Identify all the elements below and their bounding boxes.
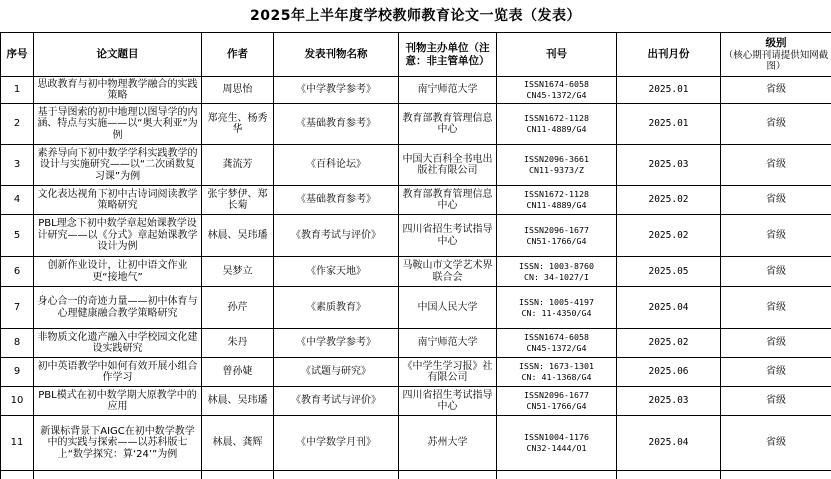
cell-paper-title: 基于导图索的初中地理以图导学的内涵、特点与实施——以“奥大利亚”为例 xyxy=(34,104,202,145)
cell-date: 2025.03 xyxy=(617,387,721,416)
cell-publisher: 南宁师范大学 xyxy=(399,329,497,358)
cell-paper-title: PBL模式在初中数学期大原教学中的应用 xyxy=(34,387,202,416)
cell-publisher: 《中学生学习报》社有限公司 xyxy=(399,358,497,387)
cell-journal: 《作家天地》 xyxy=(274,257,399,287)
cell-paper-title: PBL理念下初中数学章起始课教学设计研究——以《分式》章起始课教学设计为例 xyxy=(34,215,202,257)
cell-journal: 《基础教育参考》 xyxy=(274,104,399,145)
cell-author: 林晨、龚辉 xyxy=(202,416,274,471)
header-no: 序号 xyxy=(1,33,34,77)
header-paper-title: 论文题目 xyxy=(34,33,202,77)
cell-journal: 《教育考试与评价》 xyxy=(274,215,399,257)
cell-author: 吴梦立 xyxy=(202,257,274,287)
cell-publisher: 四川省招生考试指导中心 xyxy=(399,387,497,416)
issn-number: ISSN2096-3661 xyxy=(524,154,589,164)
table-row xyxy=(1,329,831,358)
header-row xyxy=(1,33,831,77)
table-row xyxy=(1,145,831,186)
cell-paper-title: 素养导向下初中数学学科实践教学的设计与实施研究——以“二次函数复习课”为例 xyxy=(34,145,202,186)
cell-author: 曾孙婕 xyxy=(202,358,274,387)
table-row-partial xyxy=(1,471,831,479)
cell-issn xyxy=(497,145,617,186)
cell-paper-title: 非物质文化遗产融入中学校园文化建设实践研究 xyxy=(34,329,202,358)
cell-no: 1 xyxy=(1,77,34,104)
cell-date: 2025.02 xyxy=(617,186,721,215)
cell-no: 5 xyxy=(1,215,34,257)
header-journal: 发表刊物名称 xyxy=(274,33,399,77)
cell-empty xyxy=(202,471,274,479)
header-level-note: （核心期刊请提供知网截图） xyxy=(723,50,829,72)
cell-level: 省级 xyxy=(721,416,831,471)
cell-level: 省级 xyxy=(721,257,831,287)
issn-number: ISSN2096-1677 xyxy=(524,390,589,400)
header-date: 出刊月份 xyxy=(617,33,721,77)
cell-publisher: 马鞍山市文学艺术界联合会 xyxy=(399,257,497,287)
cell-no: 2 xyxy=(1,104,34,145)
issn-number: ISSN1674-6058 xyxy=(524,79,589,89)
cn-number: CN32-1444/O1 xyxy=(526,443,587,453)
cell-author: 周思怡 xyxy=(202,77,274,104)
issn-number: ISSN: 1673-1301 xyxy=(519,361,594,371)
cell-date: 2025.01 xyxy=(617,104,721,145)
cell-empty xyxy=(34,471,202,479)
header-issn: 刊号 xyxy=(497,33,617,77)
sheet-title: 2025年上半年度学校教师教育论文一览表（发表） xyxy=(250,8,581,24)
table-row xyxy=(1,104,831,145)
cell-journal: 《中学数学月刊》 xyxy=(274,416,399,471)
cell-no: 9 xyxy=(1,358,34,387)
cn-number: CN45-1372/G4 xyxy=(526,343,587,353)
cell-author: 张宇梦伊、郑长菊 xyxy=(202,186,274,215)
cell-date: 2025.02 xyxy=(617,329,721,358)
cell-author: 龚流芳 xyxy=(202,145,274,186)
cell-date: 2025.04 xyxy=(617,416,721,471)
cell-issn xyxy=(497,329,617,358)
cn-number: CN: 41-1368/G4 xyxy=(521,372,592,382)
cell-author: 林晨、吴玮璠 xyxy=(202,215,274,257)
cell-author: 林晨、吴玮璠 xyxy=(202,387,274,416)
cell-author: 朱丹 xyxy=(202,329,274,358)
cn-number: CN11-4889/G4 xyxy=(526,124,587,134)
issn-number: ISSN: 1005-4197 xyxy=(519,296,594,307)
cell-publisher: 苏州大学 xyxy=(399,416,497,471)
table-row xyxy=(1,257,831,287)
header-level-label: 级别 xyxy=(765,37,787,49)
cell-journal: 《百科论坛》 xyxy=(274,145,399,186)
table-row xyxy=(1,186,831,215)
paper-table xyxy=(0,32,831,479)
cell-level: 省级 xyxy=(721,358,831,387)
cell-date: 2025.04 xyxy=(617,287,721,329)
cn-number: CN51-1766/G4 xyxy=(526,401,587,411)
cell-no: 7 xyxy=(1,287,34,329)
cell-no: 11 xyxy=(1,416,34,471)
cell-empty xyxy=(1,471,34,479)
issn-number: ISSN1672-1128 xyxy=(524,189,589,199)
cell-journal: 《试题与研究》 xyxy=(274,358,399,387)
cell-journal: 《中学教学参考》 xyxy=(274,77,399,104)
cn-number: CN11-9373/Z xyxy=(529,165,584,175)
cell-no: 8 xyxy=(1,329,34,358)
cell-journal: 《中学教学参考》 xyxy=(274,329,399,358)
cell-level: 省级 xyxy=(721,104,831,145)
cn-number: CN11-4889/G4 xyxy=(526,200,587,210)
cell-date: 2025.01 xyxy=(617,77,721,104)
cell-empty xyxy=(617,471,721,479)
cell-empty xyxy=(721,471,831,479)
table-row xyxy=(1,358,831,387)
cell-date: 2025.02 xyxy=(617,215,721,257)
cell-level: 省级 xyxy=(721,77,831,104)
issn-number: ISSN: 1003-8760 xyxy=(519,260,594,271)
table-row xyxy=(1,387,831,416)
cell-issn xyxy=(497,186,617,215)
table-row xyxy=(1,77,831,104)
cell-level: 省级 xyxy=(721,387,831,416)
cell-issn xyxy=(497,257,617,287)
cell-empty xyxy=(497,471,617,479)
cell-empty xyxy=(399,471,497,479)
cell-no: 4 xyxy=(1,186,34,215)
cell-publisher: 教育部教育管理信息中心 xyxy=(399,104,497,145)
header-publisher: 刊物主办单位（注意：非主管单位） xyxy=(399,33,497,77)
cn-number: CN: 11-4350/G4 xyxy=(521,307,592,318)
paper-table-sheet xyxy=(0,32,831,479)
issn-number: ISSN2096-1677 xyxy=(524,224,589,235)
issn-number: ISSN1004-1176 xyxy=(524,432,589,442)
issn-number: ISSN1672-1128 xyxy=(524,113,589,123)
cell-author: 郑亮生、杨秀华 xyxy=(202,104,274,145)
cell-paper-title: 新课标背景下AIGC在初中数学教学中的实践与探索——以苏科版七上“数学探究：算‘24’”为例 xyxy=(34,416,202,471)
cell-paper-title: 初中英语教学中如何有效开展小组合作学习 xyxy=(34,358,202,387)
cell-issn xyxy=(497,358,617,387)
cell-issn xyxy=(497,287,617,329)
cell-date: 2025.05 xyxy=(617,257,721,287)
cell-journal: 《教育考试与评价》 xyxy=(274,387,399,416)
table-row xyxy=(1,215,831,257)
issn-number: ISSN1674-6058 xyxy=(524,332,589,342)
cell-author: 孙芹 xyxy=(202,287,274,329)
cell-level: 省级 xyxy=(721,215,831,257)
cn-number: CN: 34-1027/I xyxy=(524,271,589,282)
cn-number: CN45-1372/G4 xyxy=(526,90,587,100)
cell-level: 省级 xyxy=(721,287,831,329)
table-row xyxy=(1,287,831,329)
cell-paper-title: 思政教育与初中物理教学融合的实践策略 xyxy=(34,77,202,104)
cell-issn xyxy=(497,215,617,257)
cell-publisher: 中国人民大学 xyxy=(399,287,497,329)
table-row xyxy=(1,416,831,471)
cell-publisher: 中国大百科全书电出版社有限公司 xyxy=(399,145,497,186)
cell-issn xyxy=(497,416,617,471)
cell-paper-title: 创新作业设计，让初中语文作业更“接地气” xyxy=(34,257,202,287)
cell-publisher: 教育部教育管理信息中心 xyxy=(399,186,497,215)
cell-issn xyxy=(497,77,617,104)
cn-number: CN51-1766/G4 xyxy=(526,235,587,246)
header-author: 作者 xyxy=(202,33,274,77)
cell-no: 10 xyxy=(1,387,34,416)
header-level xyxy=(721,33,831,77)
cell-no: 3 xyxy=(1,145,34,186)
cell-journal: 《基础教育参考》 xyxy=(274,186,399,215)
cell-level: 省级 xyxy=(721,145,831,186)
cell-paper-title: 身心合一的奇迹力量——初中体育与心理健康融合教学策略研究 xyxy=(34,287,202,329)
cell-no: 6 xyxy=(1,257,34,287)
cell-date: 2025.03 xyxy=(617,145,721,186)
cell-journal: 《素质教育》 xyxy=(274,287,399,329)
cell-date: 2025.06 xyxy=(617,358,721,387)
cell-publisher: 南宁师范大学 xyxy=(399,77,497,104)
cell-issn xyxy=(497,387,617,416)
cell-empty xyxy=(274,471,399,479)
cell-paper-title: 文化表达视角下初中古诗词阅读教学策略研究 xyxy=(34,186,202,215)
cell-publisher: 四川省招生考试指导中心 xyxy=(399,215,497,257)
cell-issn xyxy=(497,104,617,145)
cell-level: 省级 xyxy=(721,329,831,358)
cell-level: 省级 xyxy=(721,186,831,215)
